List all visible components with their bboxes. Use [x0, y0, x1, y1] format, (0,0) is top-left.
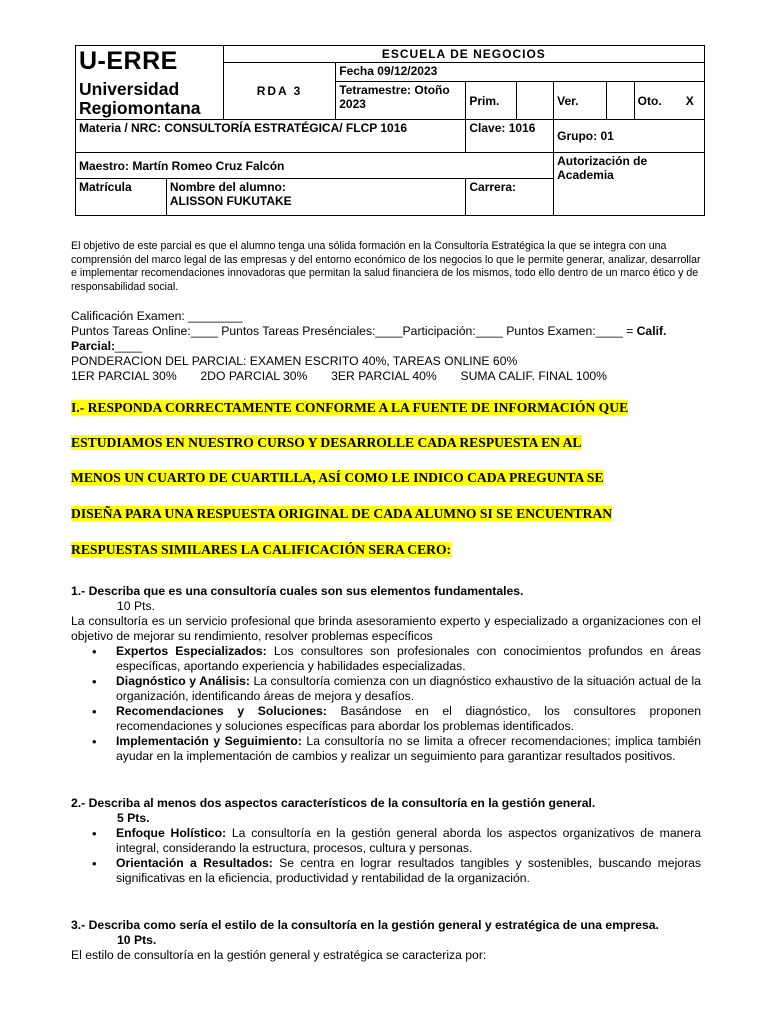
date-value: 09/12/2023 — [377, 64, 438, 78]
question-3-intro: El estilo de consultoría en la gestión general y estratégica se caracteriza por: — [71, 948, 487, 962]
instruction-line-5: RESPUESTAS SIMILARES LA CALIFICACIÓN SERA CERO: — [71, 542, 452, 557]
term: Tetramestre: Otoño 2023 — [336, 82, 466, 120]
weighting: PONDERACION DEL PARCIAL: EXAMEN ESCRITO 40%, TAREAS ONLINE 60% — [71, 354, 518, 368]
exam-objective: El objetivo de este parcial es que el alumno tenga una sólida formación en la Consultoría Estratégica la que se integra con una comprensión del marco legal de las empresas y del entorno económico de los negocios lo que le permite generar, analizar, desarrollar e implementar recomendaciones innovadoras que permitan la salud financiera de los mismos, todo ello dentro de un marco ético y de responsabilidad social. — [71, 240, 701, 293]
student-name-cell — [166, 179, 465, 216]
question-1-text: 1.- Describa que es una consultoría cuales son sus elementos fundamentales. — [71, 584, 524, 598]
question-1 — [71, 584, 701, 764]
partial-grade-label: Calif. Parcial: — [71, 324, 667, 353]
partials-weighting: 1ER PARCIAL 30% 2DO PARCIAL 30% 3ER PARCIAL 40% SUMA CALIF. FINAL 100% — [71, 369, 607, 383]
question-1-intro: La consultoría es un servicio profesional que brinda asesoramiento experto y especializado a organizaciones con el objetivo de mejorar su rendimiento, resolver problemas específicos — [71, 614, 701, 643]
instruction-line-4: DISEÑA PARA UNA RESPUESTA ORIGINAL DE CADA ALUMNO SI SE ENCUENTRAN — [71, 506, 613, 521]
grading-section — [71, 309, 701, 384]
ver-box — [606, 82, 634, 120]
instruction-line-1: I.- RESPONDA CORRECTAMENTE CONFORME A LA FUENTE DE INFORMACIÓN QUE — [71, 400, 629, 415]
career: Carrera: — [466, 179, 554, 216]
prim-label: Prim. — [466, 82, 517, 120]
logo-universidad: Universidad — [79, 79, 180, 99]
school-name: ESCUELA DE NEGOCIOS — [223, 46, 704, 63]
question-2-list — [71, 826, 701, 886]
list-item: • Expertos Especializados: Los consultores son profesionales con conocimientos profundos en áreas específicas, aportando experiencia y habilidades especializadas. — [116, 644, 701, 674]
list-item: • Recomendaciones y Soluciones: Basándose en el diagnóstico, los consultores proponen recomendaciones y soluciones específicas para abordar los problemas identificados. — [116, 704, 701, 734]
logo-regiomontana: Regiomontana — [79, 98, 201, 118]
exam-header-table — [75, 45, 705, 216]
question-2-points: 5 Pts. — [117, 811, 150, 825]
question-2-text: 2.- Describa al menos dos aspectos característicos de la consultoría en la gestión general. — [71, 796, 596, 810]
points-breakdown: Puntos Tareas Online:____ Puntos Tareas Presénciales:____Participación:____ Puntos Examen:____ = — [71, 324, 637, 338]
enrollment-id: Matrícula — [76, 179, 167, 216]
group: Grupo: 01 — [554, 120, 705, 153]
course-key: Clave: 1016 — [466, 120, 554, 153]
logo-uerre: U-ERRE — [79, 47, 178, 75]
question-3-points: 10 Pts. — [117, 933, 157, 947]
rda-label: RDA 3 — [223, 63, 336, 120]
teacher: Maestro: Martín Romeo Cruz Falcón — [76, 153, 554, 179]
date-label: Fecha — [339, 64, 378, 78]
exam-date — [336, 63, 705, 82]
question-2 — [71, 796, 701, 886]
university-logo — [76, 46, 224, 120]
partial-grade-blank: ____ — [115, 339, 143, 353]
oto-mark: X — [675, 82, 704, 120]
student-name-label: Nombre del alumno: — [169, 180, 286, 194]
question-3 — [71, 918, 701, 963]
subject: Materia / NRC: CONSULTORÍA ESTRATÉGICA/ FLCP 1016 — [76, 120, 466, 153]
list-item: • Implementación y Seguimiento: La consultoría no se limita a ofrecer recomendaciones; implica también ayudar en la implementación de cambios y realizar un seguimiento para garantizar resultados positivos. — [116, 734, 701, 764]
list-item: • Diagnóstico y Análisis: La consultoría comienza con un diagnóstico exhaustivo de la situación actual de la organización, identificando áreas de mejora y desafíos. — [116, 674, 701, 704]
instruction-line-3: MENOS UN CUARTO DE CUARTILLA, ASÍ COMO LE INDICO CADA PREGUNTA SE — [71, 470, 604, 485]
ver-label: Ver. — [554, 82, 607, 120]
points-line — [71, 324, 701, 354]
academy-authorization: Autorización de Academia — [554, 153, 705, 216]
list-item: • Enfoque Holístico: La consultoría en la gestión general aborda los aspectos organizativos de manera integral, considerando la estructura, procesos, cultura y personas. — [116, 826, 701, 856]
question-3-text: 3.- Describa como sería el estilo de la consultoría en la gestión general y estratégica de una empresa. — [71, 918, 659, 932]
oto-label: Oto. — [634, 82, 675, 120]
exam-score: Calificación Examen: ________ — [71, 309, 243, 323]
instruction-line-2: ESTUDIAMOS EN NUESTRO CURSO Y DESARROLLE CADA RESPUESTA EN AL — [71, 435, 582, 450]
student-name-value: ALISSON FUKUTAKE — [169, 194, 292, 208]
list-item: • Orientación a Resultados: Se centra en lograr resultados tangibles y sostenibles, buscando mejoras significativas en la eficiencia, productividad y rentabilidad de la organización. — [116, 856, 701, 886]
prim-box — [516, 82, 553, 120]
question-1-list — [71, 644, 701, 764]
question-1-points: 10 Pts. — [117, 599, 155, 613]
